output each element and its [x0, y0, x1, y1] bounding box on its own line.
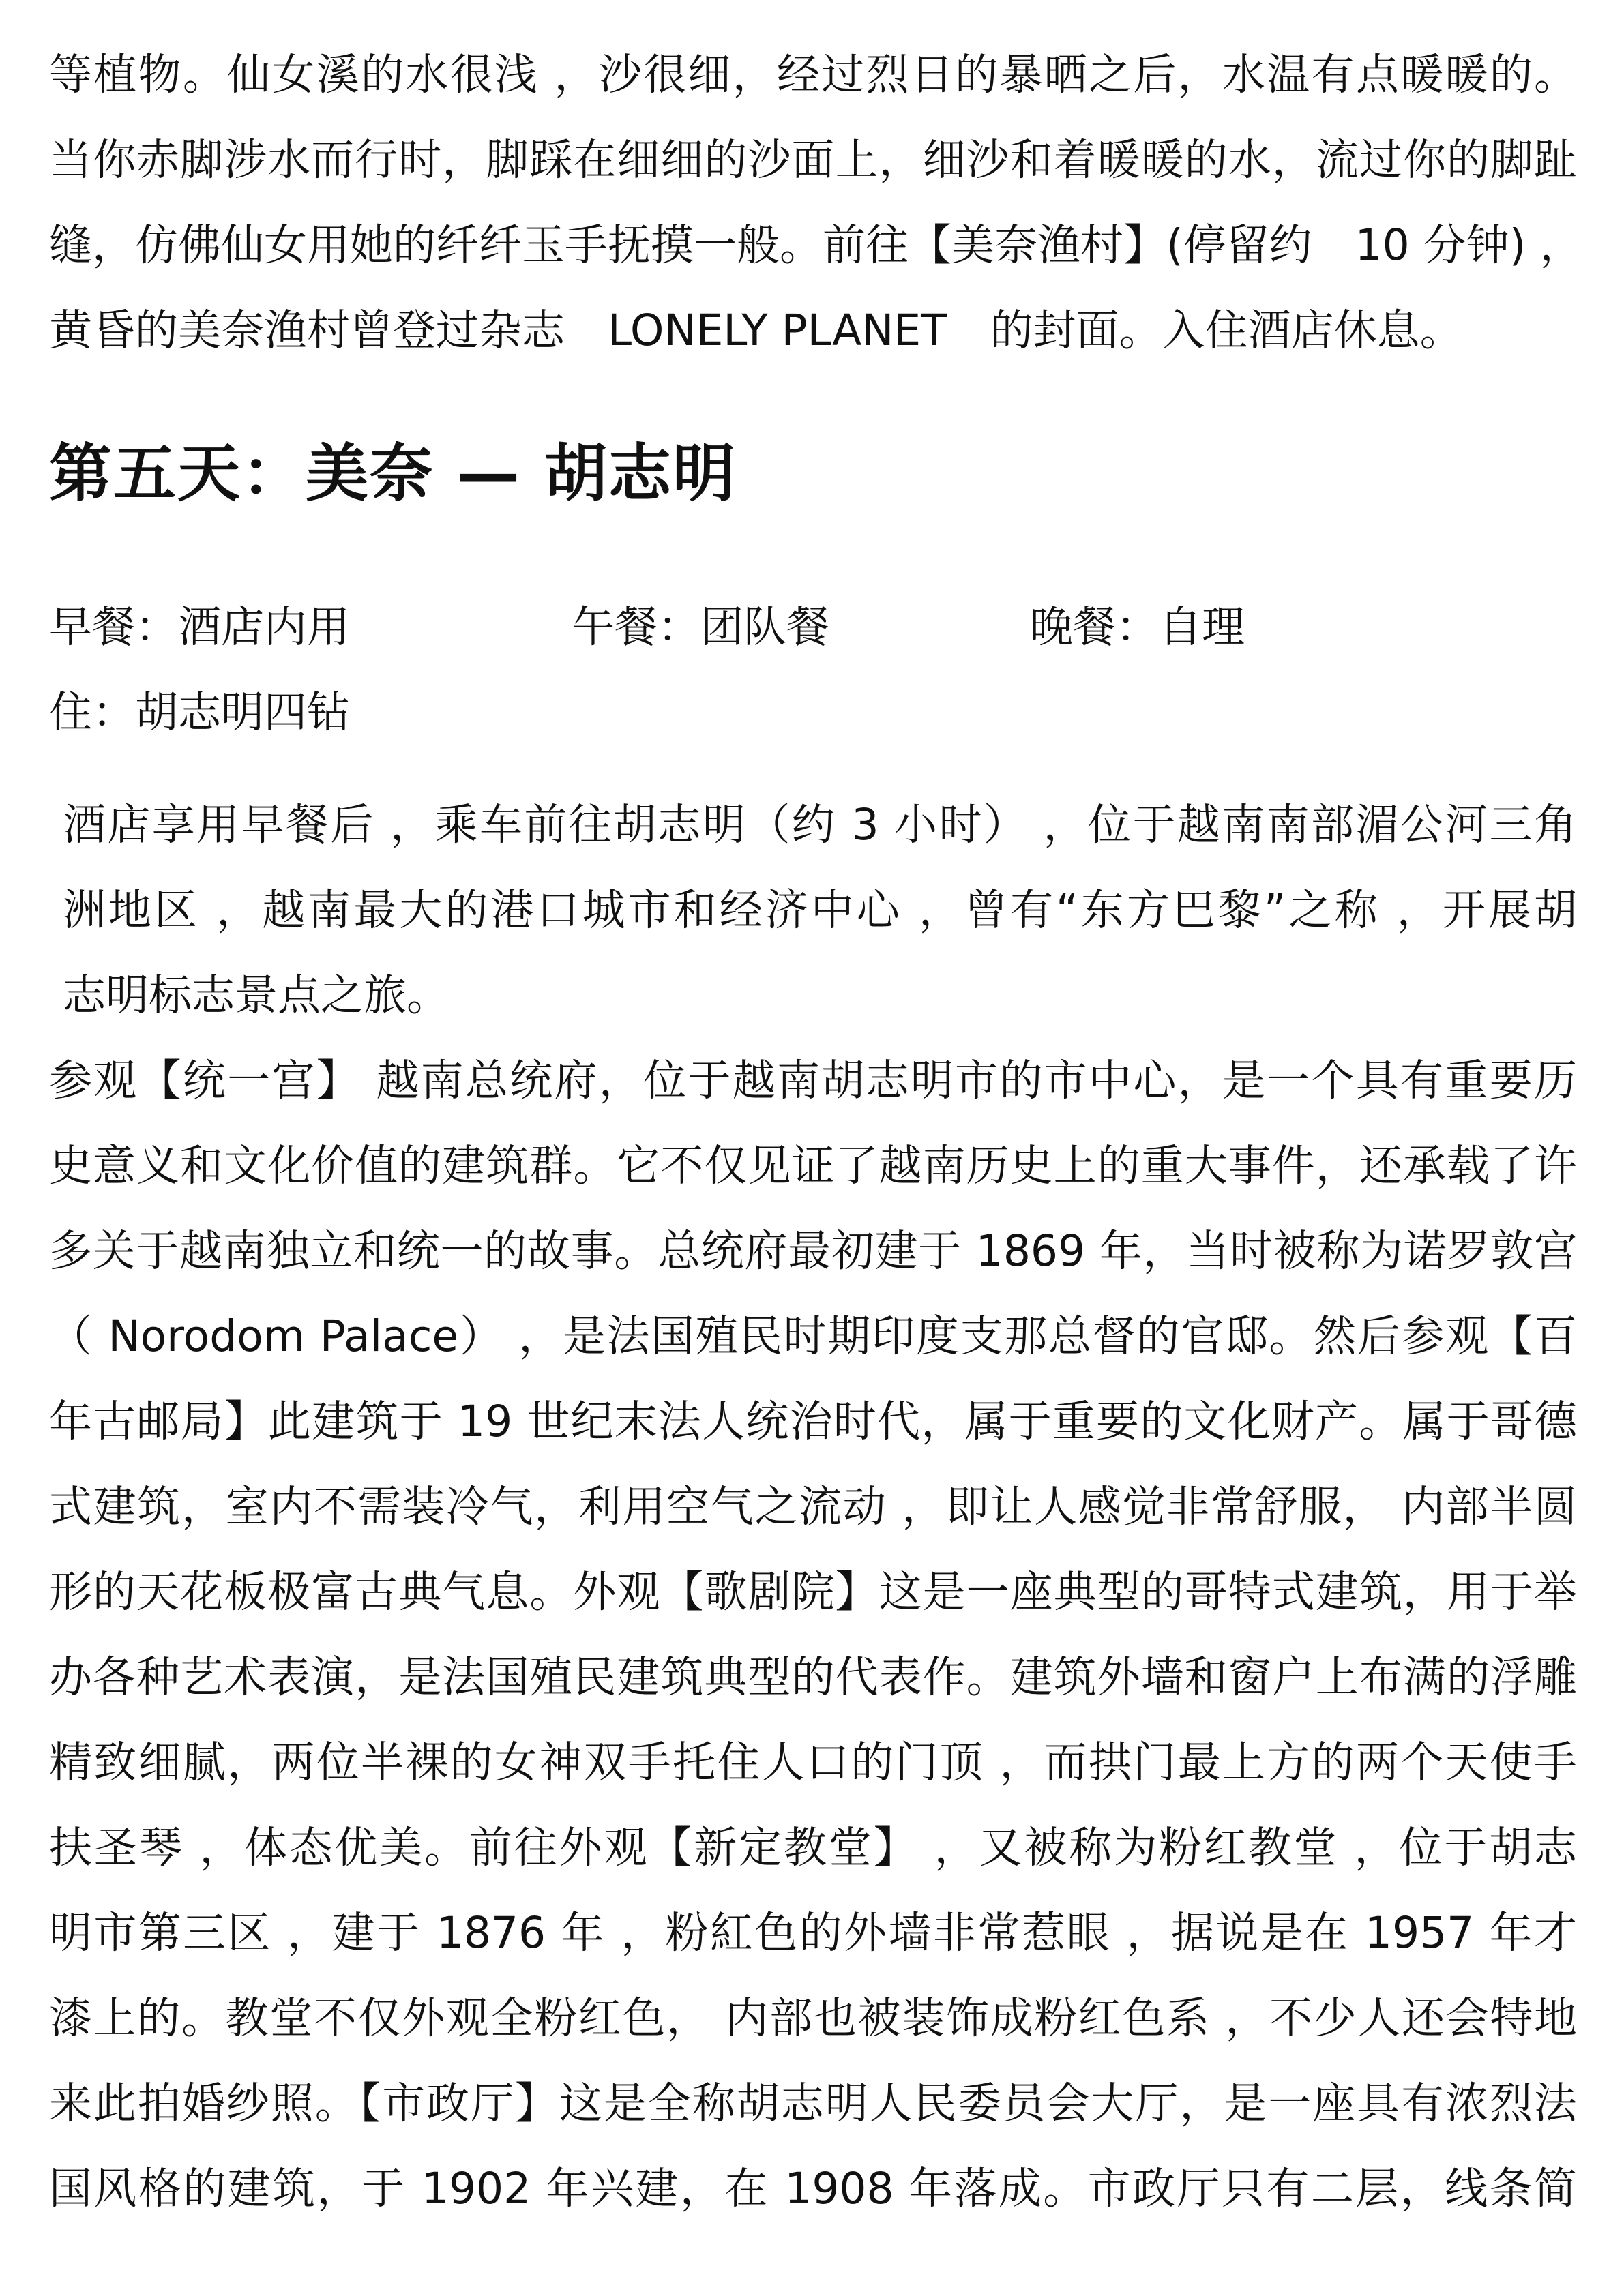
- intro-line: 黄昏的美奈渔村曾登过杂志 LONELY PLANET 的封面。入住酒店休息。: [49, 305, 1463, 355]
- paragraph-line: 多关于越南独立和统一的故事。总统府最初建于 1869 年，当时被称为诺罗敦宫: [49, 1226, 1577, 1276]
- paragraph-line: 精致细腻，两位半裸的女神双手托住人口的门顶 ，而拱门最上方的两个天使手: [49, 1738, 1577, 1787]
- paragraph-line: 国风格的建筑，于 1902 年兴建，在 1908 年落成。市政厅只有二层，线条简: [49, 2164, 1577, 2213]
- paragraph-line: 史意义和文化价值的建筑群。它不仅见证了越南历史上的重大事件，还承载了许: [49, 1141, 1577, 1191]
- breakfast-info: 早餐：酒店内用: [49, 602, 350, 652]
- intro-line: 当你赤脚涉水而行时，脚踩在细细的沙面上，细沙和着暖暖的水，流过你的脚趾: [49, 135, 1577, 185]
- intro-line: 缝，仿佛仙女用她的纤纤玉手抚摸一般。前往【美奈渔村】(停留约 10 分钟) ，: [49, 220, 1583, 270]
- paragraph-line: （ Norodom Palace） ，是法国殖民时期印度支那总督的官邸。然后参观【百: [49, 1311, 1577, 1361]
- paragraph-line: 式建筑，室内不需装冷气，利用空气之流动 ，即让人感觉非常舒服， 内部半圆: [49, 1482, 1577, 1532]
- dinner-info: 晚餐：自理: [1030, 602, 1245, 652]
- intro-line: 等植物。仙女溪的水很浅 ，沙很细，经过烈日的暴晒之后，水温有点暖暖的。: [49, 50, 1577, 100]
- paragraph-line: 明市第三区 ，建于 1876 年 ，粉紅色的外墙非常惹眼 ，据说是在 1957 年才: [49, 1908, 1577, 1958]
- paragraph-line: 来此拍婚纱照。【市政厅】这是全称胡志明人民委员会大厅，是一座具有浓烈法: [49, 2078, 1577, 2128]
- paragraph-line: 酒店享用早餐后 ，乘车前往胡志明（约 3 小时） ，位于越南南部湄公河三角: [63, 800, 1577, 850]
- accommodation-info: 住：胡志明四钻: [49, 687, 350, 737]
- paragraph-line: 参观【统一宫】 越南总统府，位于越南胡志明市的市中心，是一个具有重要历: [49, 1056, 1577, 1105]
- paragraph-line: 扶圣琴 ，体态优美。前往外观【新定教堂】 ，又被称为粉红教堂 ，位于胡志: [49, 1823, 1577, 1873]
- paragraph-line: 办各种艺术表演，是法国殖民建筑典型的代表作。建筑外墙和窗户上布满的浮雕: [49, 1652, 1577, 1702]
- paragraph-line: 洲地区 ，越南最大的港口城市和经济中心 ，曾有“东方巴黎”之称 ，开展胡: [63, 885, 1577, 935]
- day-heading: 第五天：美奈 — 胡志明: [49, 437, 737, 510]
- paragraph-line: 形的天花板极富古典气息。外观【歌剧院】这是一座典型的哥特式建筑，用于举: [49, 1567, 1577, 1617]
- paragraph-line: 漆上的。教堂不仅外观全粉红色， 内部也被装饰成粉红色系 ，不少人还会特地: [49, 1993, 1577, 2043]
- paragraph-line: 年古邮局】此建筑于 19 世纪末法人统治时代，属于重要的文化财产。属于哥德: [49, 1397, 1577, 1446]
- paragraph-line: 志明标志景点之旅。: [63, 970, 449, 1020]
- lunch-info: 午餐：团队餐: [572, 602, 829, 652]
